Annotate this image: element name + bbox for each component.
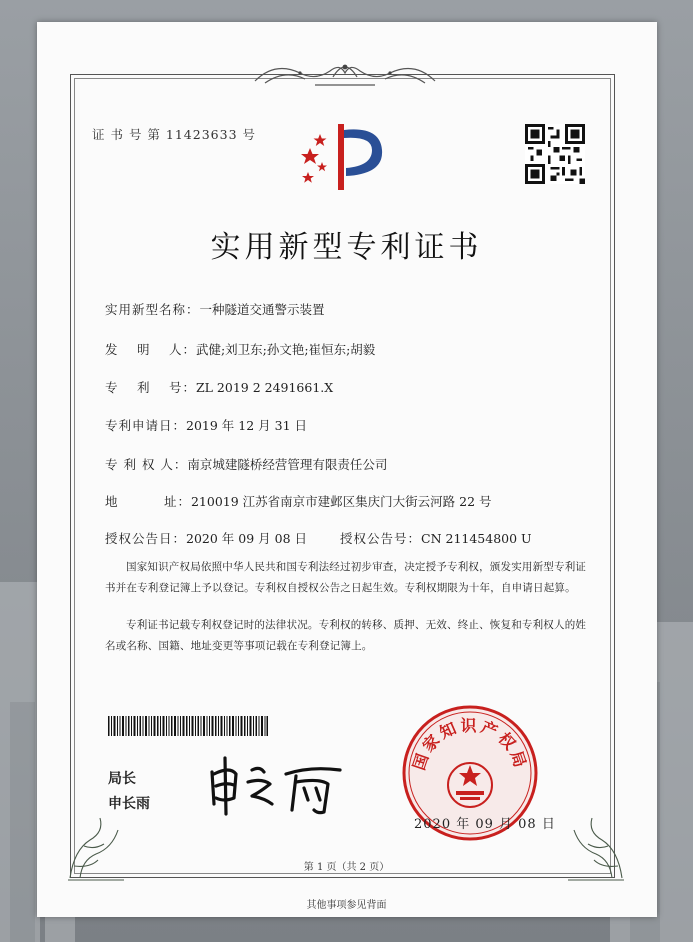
director-name: 申长雨	[108, 796, 150, 812]
certificate-number	[92, 125, 256, 143]
legal-status-statement: 专利证书记载专利权登记时的法律状况。专利权的转移、质押、无效、终止、恢复和专利权人的姓名或名称、国籍、地址变更等事项记载在专利登记簿上。	[105, 619, 587, 652]
patent-office-logo	[294, 118, 390, 196]
address-value: 210019 江苏省南京市建邺区集庆门大街云河路 22 号	[190, 494, 492, 509]
patentee-label: 专 利 权 人：	[105, 457, 188, 472]
inventor-value: 武健;刘卫东;孙文艳;崔恒东;胡毅	[195, 342, 376, 357]
grant-number-label: 授权公告号：	[340, 531, 422, 546]
grant-date	[105, 529, 307, 547]
top-ornament	[245, 55, 445, 91]
utility-model-name	[105, 300, 325, 318]
document-title: 实用新型专利证书	[210, 230, 483, 265]
handwritten-signature	[200, 752, 350, 818]
patentee-value: 南京城建隧桥经营管理有限责任公司	[187, 457, 388, 472]
address	[105, 492, 492, 510]
patentee	[105, 455, 387, 473]
utility-model-name-value: 一种隧道交通警示装置	[199, 302, 325, 317]
address-label: 地 址：	[105, 494, 191, 509]
grant-date-label: 授权公告日：	[105, 531, 187, 546]
application-date-label: 专利申请日：	[105, 418, 187, 433]
grant-number-value: CN 211454800 U	[421, 531, 532, 546]
application-date-value: 2019 年 12 月 31 日	[186, 418, 308, 433]
seal-date: 2020 年 09 月 08 日	[414, 817, 556, 832]
certificate-number-suffix: 号	[242, 127, 257, 142]
director-title: 局长	[108, 771, 136, 787]
patent-number	[105, 378, 333, 396]
inventor	[105, 340, 375, 358]
page-indicator: 第 1 页（共 2 页）	[303, 862, 390, 873]
barcode	[108, 716, 268, 736]
seal-text: 国家知识产权局	[409, 716, 531, 773]
patent-number-value: ZL 2019 2 2491661.X	[195, 380, 334, 395]
grant-statement: 国家知识产权局依照中华人民共和国专利法经过初步审查，决定授予专利权，颁发实用新型专利证书并在专利登记簿上予以登记。专利权自授权公告之日起生效。专利权期限为十年，自申请日起算。	[105, 561, 587, 594]
patent-number-label: 专 利 号：	[105, 380, 196, 395]
back-note: 其他事项参见背面	[306, 900, 387, 911]
qr-code	[525, 124, 585, 184]
utility-model-name-label: 实用新型名称：	[105, 302, 200, 317]
inventor-label: 发 明 人：	[105, 342, 196, 357]
certificate-number-label: 证 书 号 第	[92, 127, 161, 142]
certificate-number-value: 11423633	[165, 127, 238, 142]
grant-number	[340, 529, 532, 547]
grant-date-value: 2020 年 09 月 08 日	[186, 531, 308, 546]
application-date	[105, 416, 307, 434]
